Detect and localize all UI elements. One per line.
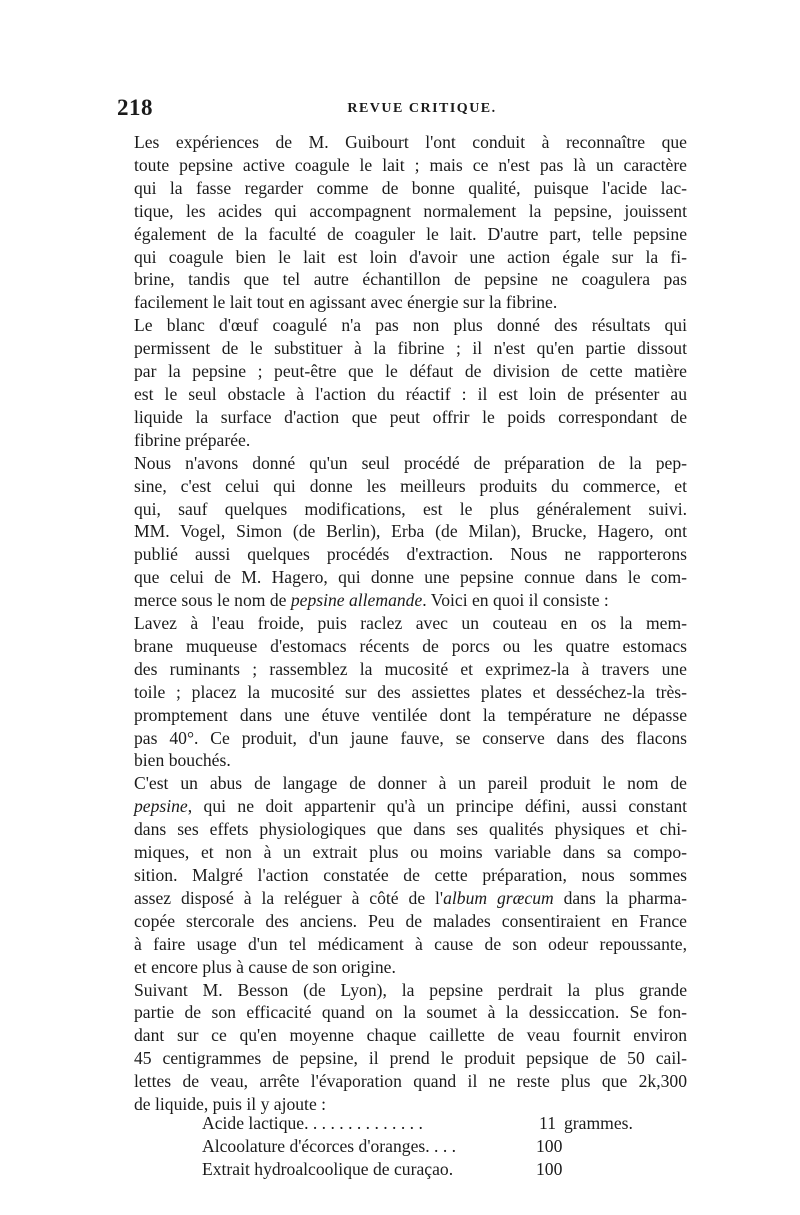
formula-row: [202, 1135, 662, 1158]
formula-row: [202, 1158, 662, 1181]
text-line: pas 40°. Ce produit, d'un jaune fauve, se conserve dans des flacons: [134, 727, 687, 748]
text-line: assez disposé à la reléguer à côté de l'album græcum dans la pharma-: [134, 887, 687, 908]
text-line: dant sur ce qu'en moyenne chaque caillette de veau fournit environ: [134, 1025, 687, 1046]
text-line: que celui de M. Hagero, qui donne une pepsine connue dans le com-: [134, 567, 687, 588]
text-line: miques, et non à un extrait plus ou moins variable dans sa compo-: [134, 842, 687, 863]
text-line: permissent de le substituer à la fibrine ; il n'est qu'en partie dissout: [134, 338, 687, 359]
text-line: bien bouchés.: [134, 750, 231, 771]
text-line: qui la fasse regarder comme de bonne qualité, puisque l'acide lac-: [134, 177, 687, 198]
formula-list: [202, 1112, 662, 1181]
text-line: promptement dans une étuve ventilée dont la température ne dépasse: [134, 704, 687, 725]
text-line: également de la faculté de coaguler le lait. D'autre part, telle pepsine: [134, 223, 687, 244]
ingredient-unit: grammes.: [564, 1113, 633, 1133]
ingredient-name: Acide lactique. . . . . . . . . . . . . .: [202, 1113, 423, 1133]
paragraph: [117, 131, 687, 314]
text-line: toile ; placez la mucosité sur des assiettes plates et desséchez-la très-: [134, 681, 687, 702]
text-line: qui, sauf quelques modifications, est le plus généralement suivi.: [134, 498, 687, 519]
text-line: sition. Malgré l'action constatée de cette préparation, nous sommes: [134, 865, 687, 885]
text-line: liquide la surface d'action que peut offrir le poids correspondant de: [134, 406, 687, 427]
formula-row: [202, 1112, 662, 1135]
text-line: qui coagule bien le lait est loin d'avoir une action égale sur la fi-: [134, 246, 687, 267]
text-line: toute pepsine active coagule le lait ; mais ce n'est pas là un caractère: [134, 154, 687, 175]
text-line: est le seul obstacle à l'action du réactif : il est loin de présenter au: [134, 383, 687, 404]
text-line: MM. Vogel, Simon (de Berlin), Erba (de Milan), Brucke, Hagero, ont: [134, 521, 687, 542]
ingredient-name: Extrait hydroalcoolique de curaçao.: [202, 1158, 454, 1179]
paragraph: [117, 612, 687, 772]
text-line: sine, c'est celui qui donne les meilleurs produits du commerce, et: [134, 475, 687, 496]
text-line: et encore plus à cause de son origine.: [134, 956, 396, 977]
text-line: par la pepsine ; peut-être que le défaut de division de cette matière: [134, 361, 687, 382]
ingredient-quantity: 11: [539, 1113, 556, 1133]
body-text: [117, 131, 687, 1116]
paragraph: [117, 452, 687, 612]
text-line: partie de son efficacité quand on la soumet à la dessiccation. Se fon-: [134, 1002, 687, 1023]
text-line: 45 centigrammes de pepsine, il prend le produit pepsique de 50 cail-: [134, 1048, 687, 1069]
page-header: [117, 95, 687, 125]
text-line: Le blanc d'œuf coagulé n'a pas non plus donné des résultats qui: [134, 315, 687, 336]
text-line: fibrine préparée.: [134, 429, 251, 450]
text-line: publié aussi quelques procédés d'extraction. Nous ne rapporterons: [134, 544, 687, 565]
text-line: copée stercorale des anciens. Peu de malades consentiraient en France: [134, 910, 687, 931]
text-line: dans ses effets physiologiques que dans ses qualités physiques et chi-: [134, 819, 687, 840]
ingredient-quantity: 100: [536, 1158, 563, 1179]
paragraph: [117, 314, 687, 451]
running-title: REVUE CRITIQUE.: [347, 101, 497, 116]
text-line: tique, les acides qui accompagnent normalement la pepsine, jouissent: [134, 200, 687, 221]
ingredient-name: Alcoolature d'écorces d'oranges. . . .: [202, 1135, 457, 1156]
page-number: 218: [117, 95, 153, 120]
text-line: Les expériences de M. Guibourt l'ont conduit à reconnaître que: [134, 132, 687, 152]
text-line: des ruminants ; rassemblez la mucosité et exprimez-la à travers une: [134, 658, 687, 679]
text-line: facilement le lait tout en agissant avec énergie sur la fibrine.: [134, 292, 558, 313]
text-line: brine, tandis que tel autre échantillon de pepsine ne coagulera pas: [134, 269, 687, 290]
text-line: à faire usage d'un tel médicament à cause de son odeur repoussante,: [134, 933, 687, 954]
text-line: brane muqueuse d'estomacs récents de porcs ou les quatre estomacs: [134, 635, 687, 656]
text-line: C'est un abus de langage de donner à un pareil produit le nom de: [134, 773, 687, 794]
text-line: Suivant M. Besson (de Lyon), la pepsine perdrait la plus grande: [134, 979, 687, 1000]
paragraph: [117, 772, 687, 978]
ingredient-quantity: 100: [536, 1135, 563, 1156]
text-line: lettes de veau, arrête l'évaporation quand il ne reste plus que 2k,300: [134, 1071, 687, 1092]
text-line: Lavez à l'eau froide, puis raclez avec un couteau en os la mem-: [134, 613, 687, 634]
text-line: de liquide, puis il y ajoute :: [134, 1094, 327, 1115]
paragraph: [117, 979, 687, 1116]
text-line: Nous n'avons donné qu'un seul procédé de préparation de la pep-: [134, 452, 687, 473]
text-line: merce sous le nom de pepsine allemande. Voici en quoi il consiste :: [134, 590, 609, 611]
text-line: pepsine, qui ne doit appartenir qu'à un principe défini, aussi constant: [134, 796, 687, 817]
